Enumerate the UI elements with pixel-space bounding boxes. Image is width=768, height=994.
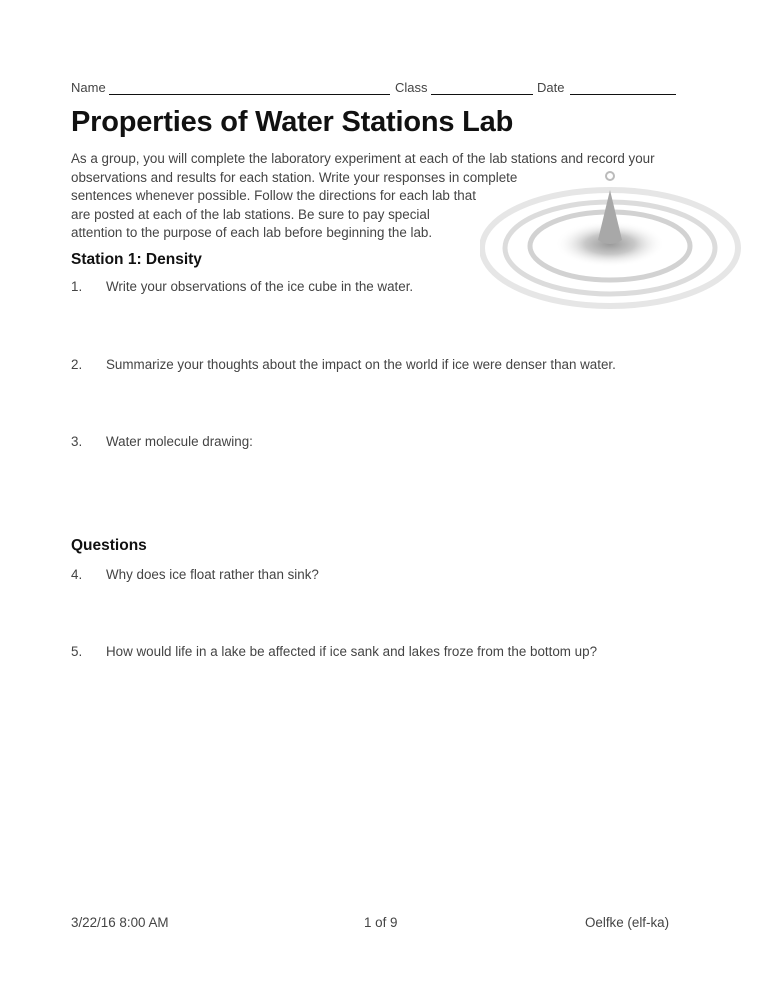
question-text: Why does ice float rather than sink? [106, 567, 319, 582]
class-label: Class [395, 80, 428, 95]
intro-line: observations and results for each station. Write your responses in complete [71, 169, 518, 185]
question-text: Summarize your thoughts about the impact on the world if ice were denser than water. [106, 357, 616, 372]
footer-datetime: 3/22/16 8:00 AM [71, 915, 169, 930]
intro-line: attention to the purpose of each lab before beginning the lab. [71, 225, 433, 241]
date-label: Date [537, 80, 565, 95]
question-text: Water molecule drawing: [106, 434, 253, 449]
class-field[interactable] [431, 94, 533, 95]
question-number: 1. [71, 279, 83, 294]
page-title: Properties of Water Stations Lab [71, 106, 514, 138]
question-text: How would life in a lake be affected if ice sank and lakes froze from the bottom up? [106, 644, 598, 659]
section-heading-station-1: Station 1: Density [71, 251, 202, 268]
name-field[interactable] [109, 94, 390, 95]
intro-line: are posted at each of the lab stations. Be sure to pay special [71, 206, 430, 222]
footer-author: Oelfke (elf-ka) [585, 915, 670, 930]
section-heading-questions: Questions [71, 537, 147, 554]
name-label: Name [71, 80, 106, 95]
intro-line: sentences whenever possible. Follow the directions for each lab that [71, 188, 476, 204]
footer-page-number: 1 of 9 [364, 915, 398, 930]
question-number: 3. [71, 434, 83, 449]
question-number: 4. [71, 567, 83, 582]
intro-line: As a group, you will complete the laboratory experiment at each of the lab stations and record your [71, 151, 655, 166]
question-number: 2. [71, 357, 83, 372]
question-number: 5. [71, 644, 83, 659]
date-field[interactable] [570, 94, 676, 95]
question-text: Write your observations of the ice cube in the water. [106, 279, 414, 294]
intro-paragraph [71, 150, 691, 243]
